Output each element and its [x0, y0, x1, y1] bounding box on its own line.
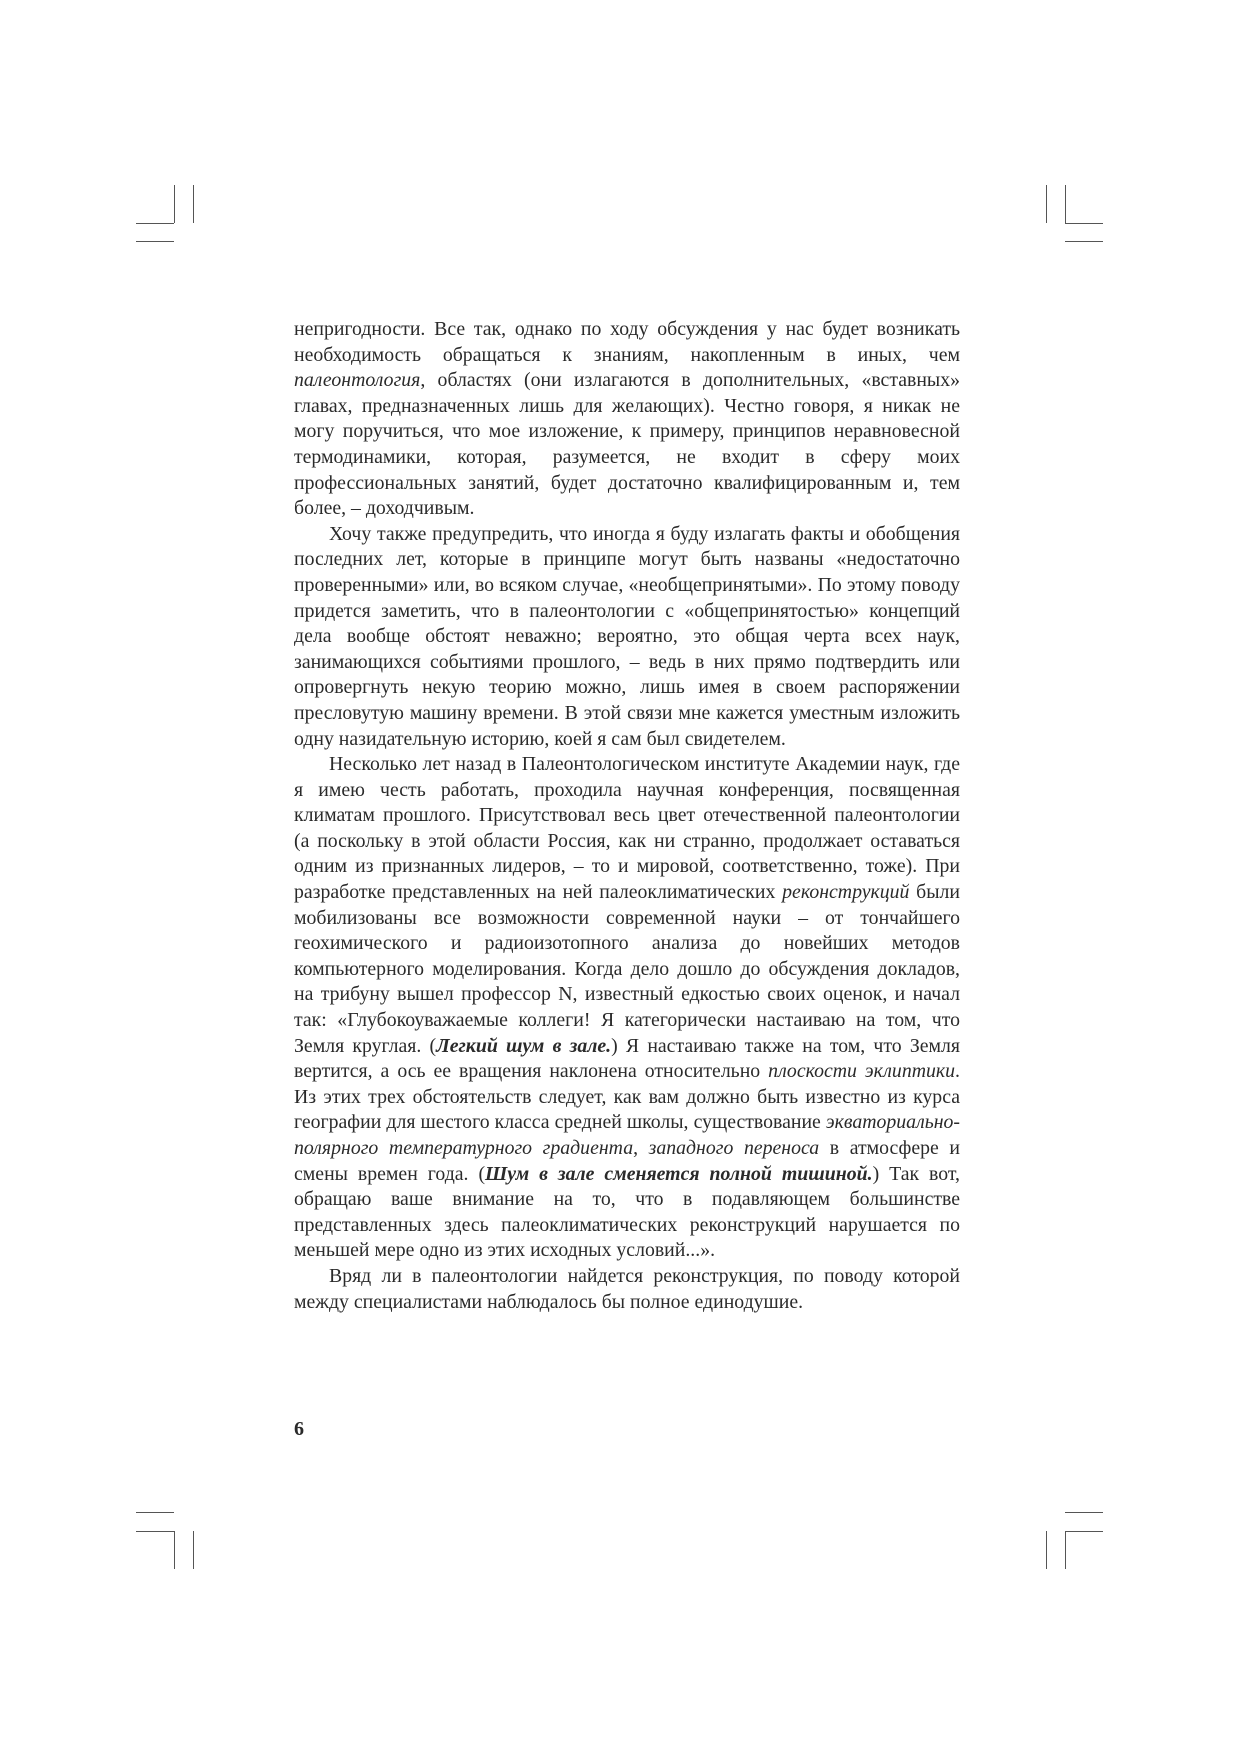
page-number: 6	[294, 1418, 304, 1440]
crop-mark-top-left-horizontal-1	[136, 223, 174, 224]
text-run: в атмосфере и смены времен года. (	[294, 1137, 960, 1185]
italic-term: западного переноса	[648, 1137, 820, 1159]
crop-mark-bottom-right-horizontal-1	[1065, 1512, 1103, 1513]
text-run: были мобилизованы все возможности современной науки – от тончайшего геохимического и радиоизотопного анализа до новейших методов компьютерного моделирования. Когда дело дошло до обсуждения докладов, на трибуну вышел профессор N, известный едкостью своих оценок, и начал так: «Глубокоуважаемые коллеги! Я категорически настаиваю на том, что Земля круглая. (	[294, 881, 960, 1057]
paragraph	[294, 752, 960, 1264]
crop-mark-bottom-left-vertical-2	[193, 1531, 194, 1569]
italic-term: палеонтология	[294, 369, 421, 392]
page-body-text	[294, 317, 960, 1315]
paragraph	[294, 1264, 960, 1315]
crop-mark-top-left-vertical-1	[174, 185, 175, 223]
text-run: ) Так вот, обращаю ваше внимание на то, что в подавляющем большинстве представленных здесь палеоклиматических реконструкций нарушается по меньшей мере одно из этих исходных условий...».	[294, 1162, 960, 1262]
text-run: , областях (они излагаются в дополнительных, «вставных» главах, предназначенных лишь для желающих). Честно говоря, я никак не могу поручиться, что мое изложение, к примеру, принципов неравновесной термодинамики, которая, разумеется, не входит в сферу моих профессиональных занятий, будет достаточно квалифицированным и, тем более, – доходчивым.	[294, 369, 960, 520]
text-run: ) Я настаиваю также на том, что Земля вертится, а ось ее вращения наклонена относительно	[294, 1034, 961, 1083]
italic-term: плоскости эклиптики	[768, 1060, 956, 1083]
crop-mark-bottom-left-vertical-1	[174, 1531, 175, 1569]
text-run: Хочу также предупредить, что иногда я буду излагать факты и обобщения последних лет, которые в принципе могут быть названы «недостаточно проверенными» или, во всяком случае, «необщепринятыми». По этому поводу придется заметить, что в палеонтологии с «общепринятостью» концепций дела вообще обстоят неважно; вероятно, это общая черта всех наук, занимающихся событиями прошлого, – ведь в них прямо подтвердить или опровергнуть некую теорию можно, лишь имея в своем распоряжении пресловутую машину времени. В этой связи мне кажется уместным изложить одну назидательную историю, коей я сам был свидетелем.	[294, 522, 960, 750]
crop-mark-top-right-vertical-2	[1065, 185, 1066, 223]
crop-mark-bottom-right-vertical-2	[1065, 1531, 1066, 1569]
text-run: ,	[633, 1137, 649, 1159]
crop-mark-bottom-left-horizontal-1	[136, 1512, 174, 1513]
crop-mark-top-left-vertical-2	[193, 185, 194, 223]
text-run: непригодности. Все так, однако по ходу обсуждения у нас будет возникать необходимость обращаться к знаниям, накопленным в иных, чем	[294, 318, 960, 366]
text-run: Вряд ли в палеонтологии найдется реконструкция, по поводу которой между специалистами наблюдалось бы полное единодушие.	[294, 1264, 960, 1313]
crop-mark-top-right-horizontal-1	[1065, 223, 1103, 224]
text-run: Несколько лет назад в Палеонтологическом институте Академии наук, где я имею честь работать, проходила научная конференция, посвященная климатам прошлого. Присутствовал весь цвет отечественной палеонтологии (а поскольку в этой области Россия, как ни странно, продолжает оставаться одним из признанных лидеров, – то и мировой, соответственно, тоже). При разработке представленных на ней палеоклиматических	[294, 753, 960, 904]
stage-direction: Шум в зале сменяется полной тишиной.	[485, 1162, 873, 1185]
crop-mark-bottom-right-horizontal-2	[1065, 1531, 1103, 1532]
stage-direction: Легкий шум в зале.	[436, 1034, 612, 1057]
paragraph	[294, 317, 960, 522]
italic-term: экваториально-полярного температурного градиента	[294, 1111, 960, 1159]
text-run: . Из этих трех обстоятельств следует, как вам должно быть известно из курса географии для шестого класса средней школы, существование	[294, 1060, 960, 1134]
crop-mark-bottom-right-vertical-1	[1046, 1531, 1047, 1569]
italic-term: реконструкций	[782, 881, 910, 904]
crop-mark-top-left-horizontal-2	[136, 241, 174, 242]
paragraph	[294, 522, 960, 752]
crop-mark-top-right-vertical-1	[1046, 185, 1047, 223]
crop-mark-bottom-left-horizontal-2	[136, 1531, 174, 1532]
crop-mark-top-right-horizontal-2	[1065, 241, 1103, 242]
